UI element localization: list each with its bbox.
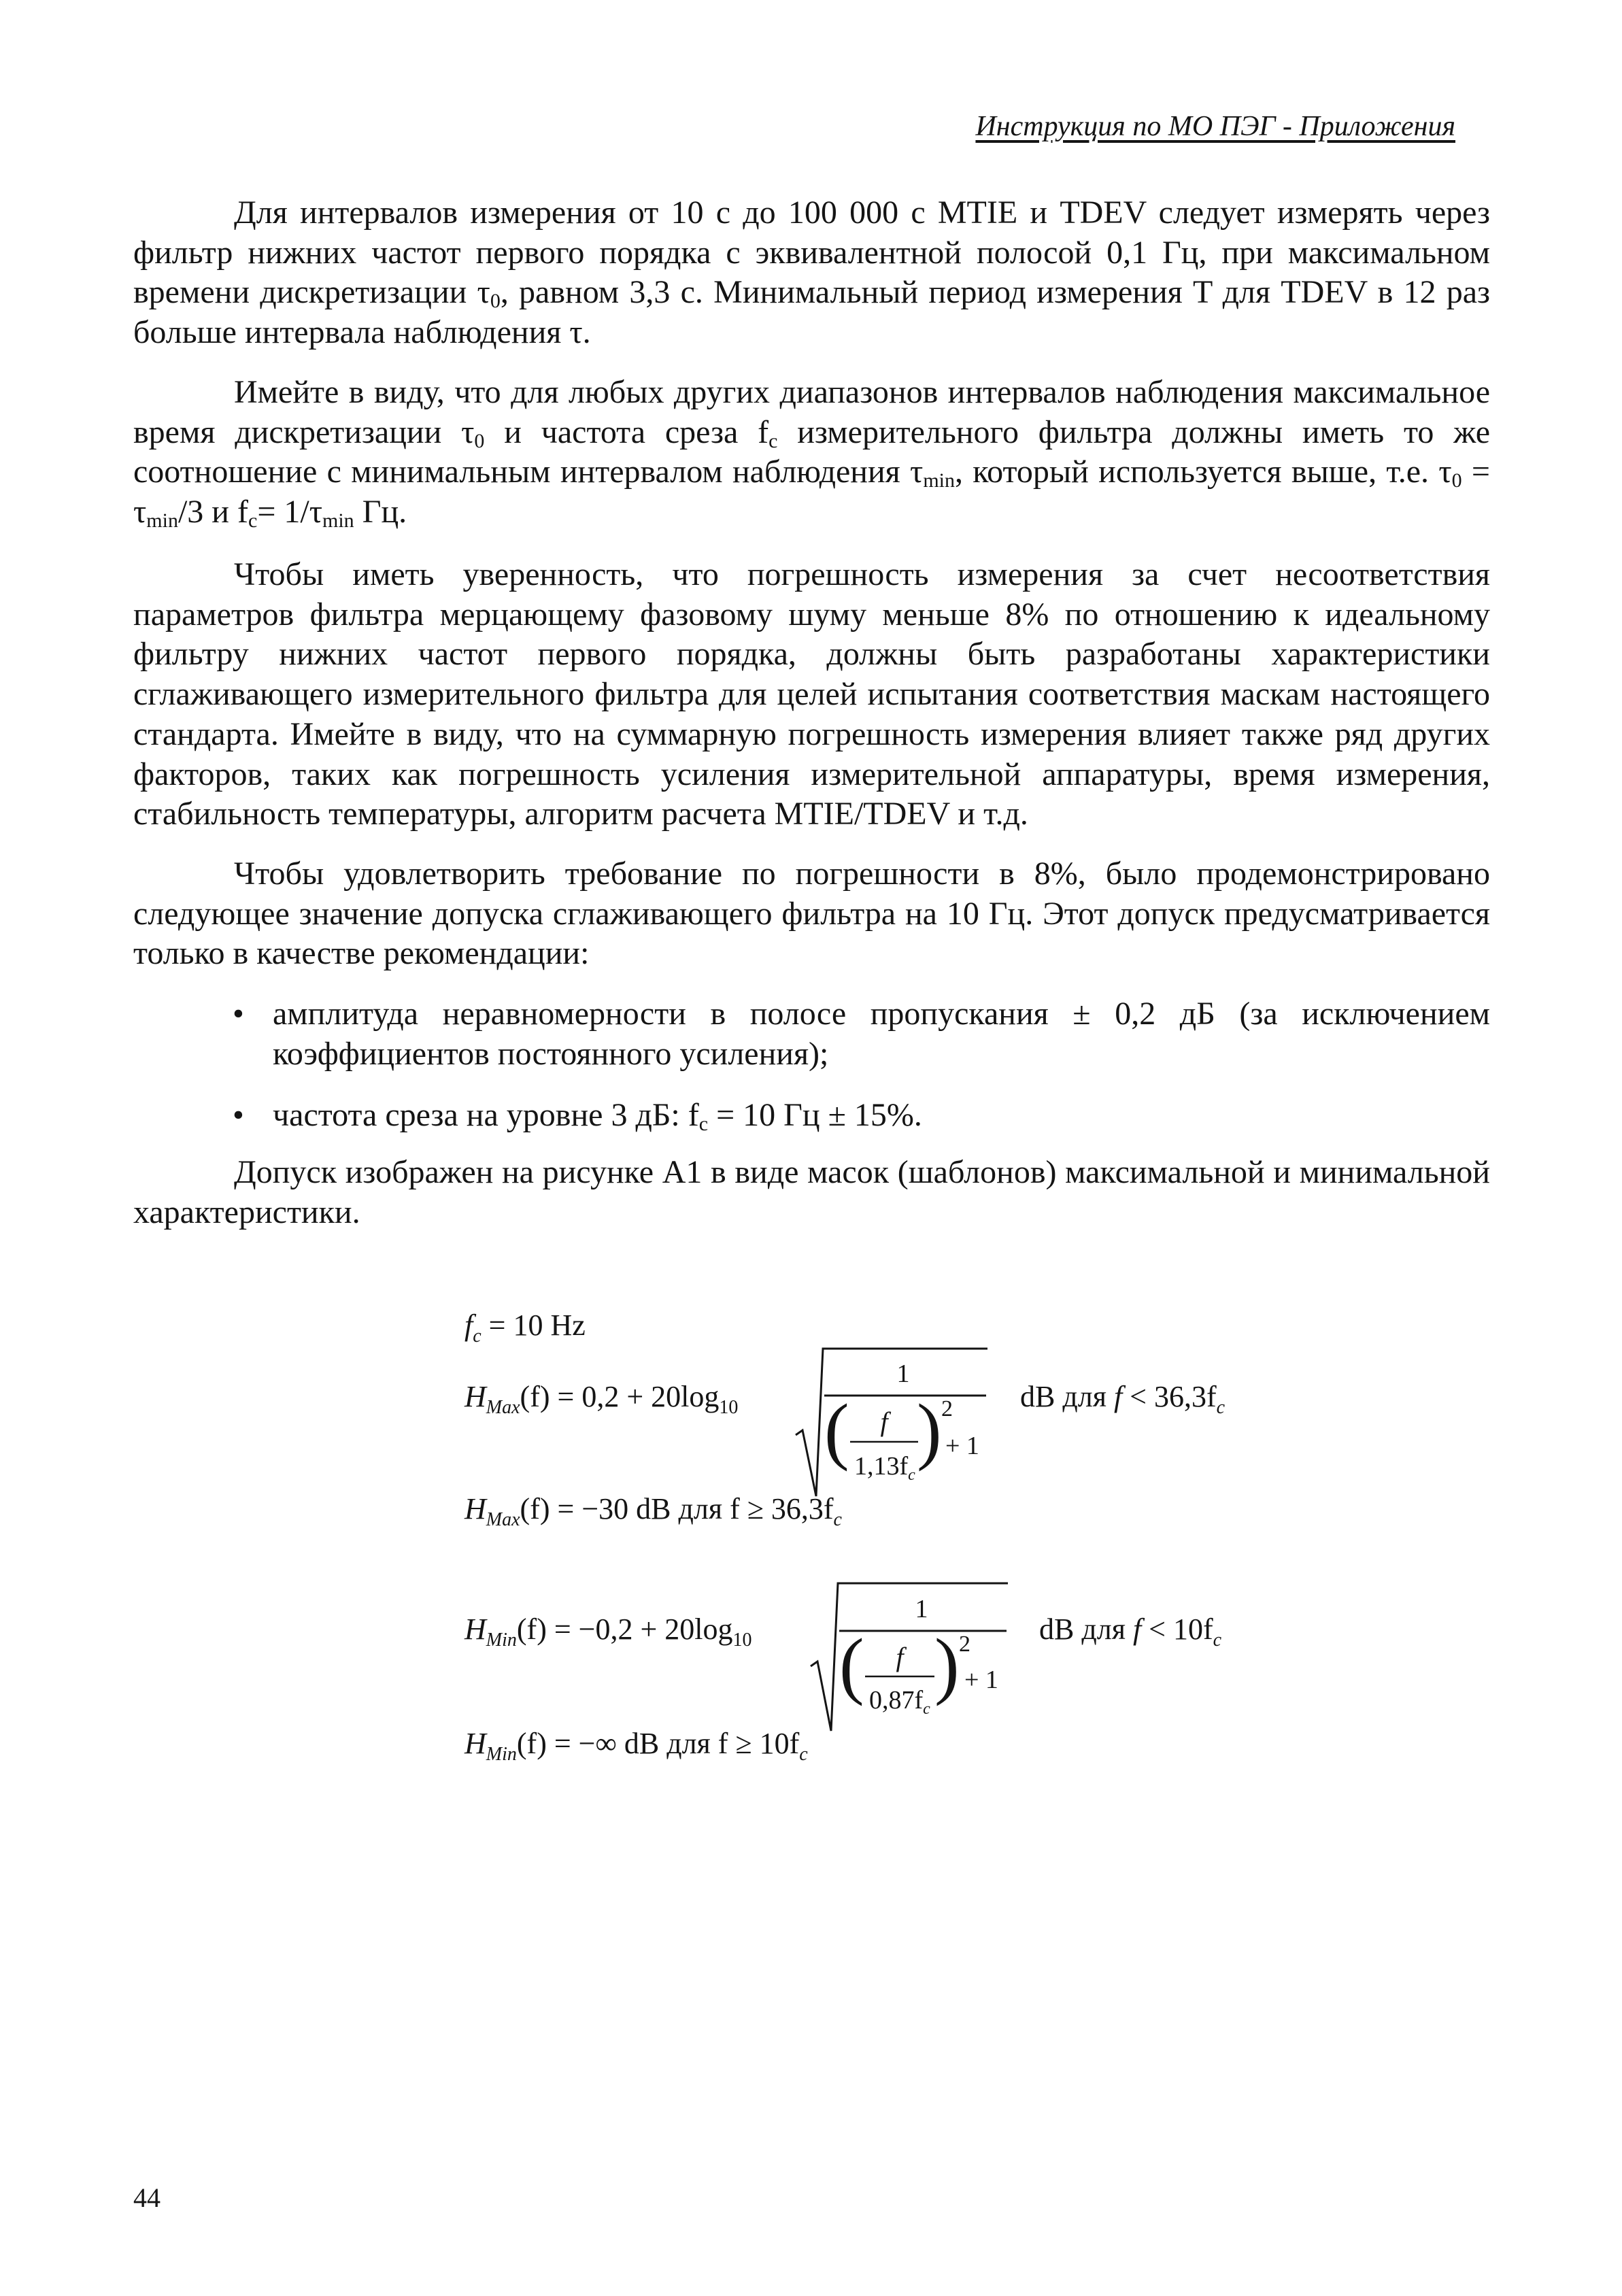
formula-fc: $f_c = 10$ Hz (464, 1309, 586, 1347)
svg-text:+ 1: + 1 (945, 1432, 979, 1460)
list-item-text: частота среза на уровне 3 дБ: f (273, 1097, 699, 1134)
subscript: 0 (474, 429, 485, 452)
subscript: c (768, 429, 778, 452)
svg-text:2: 2 (959, 1632, 970, 1657)
paragraph-text: = τ (133, 454, 1490, 530)
paragraph-text: Гц. (354, 494, 407, 530)
bullet-icon: • (233, 1097, 244, 1134)
formula-hmin-1 (464, 1583, 1222, 1731)
paragraph-text: и частота среза f (484, 413, 769, 450)
paragraph-text: , равном 3,3 с. Минимальный период измерения T для TDEV в 12 раз больше интервала наблюдения τ. (133, 274, 1491, 351)
svg-text:1: 1 (896, 1360, 910, 1388)
formula-hmax-1 (464, 1349, 1226, 1496)
paragraph-text: /3 и f (178, 494, 248, 530)
svg-text:HMax(f) = 0,2 + 20log10: $H_{Max}(f) = 0,2 + 20\log_{10}$ (464, 1380, 739, 1418)
paragraph-figure-ref: Допуск изображен на рисунке A1 в виде масок (шаблонов) максимальной и минимальной характеристики. (133, 1154, 1490, 1230)
svg-text:dB для f < 36,3fc: dB для $f < 36,3f_c$ (1020, 1380, 1226, 1418)
list-item-text: амплитуда неравномерности в полосе пропускания ± 0,2 дБ (за исключением коэффициентов постоянного усиления); (273, 996, 1490, 1072)
paragraph-text: измерительного фильтра должны иметь то же соотношение с минимальным интервалом наблюдения τ (133, 413, 1490, 490)
paren-icon: ( (824, 1389, 849, 1472)
subscript: c (698, 1113, 709, 1136)
list-item-text: = 10 Гц ± 15%. (708, 1097, 922, 1134)
running-header: Инструкция по МО ПЭГ - Приложения (975, 111, 1455, 142)
paragraph-tolerance-intro: Чтобы удовлетворить требование по погрешности в 8%, было продемонстрировано следующее значение допуска сглаживающего фильтра на 10 Гц. Этот допуск предусматривается только в качестве рекомендации: (133, 856, 1490, 972)
paren-icon: ( (839, 1623, 864, 1706)
paren-icon: ) (934, 1623, 960, 1706)
svg-text:1: 1 (915, 1595, 928, 1623)
svg-text:1,13fc: $1,13f_c$ (854, 1452, 915, 1484)
svg-text:f: f (896, 1642, 904, 1672)
bullet-icon: • (233, 996, 244, 1032)
paragraph-text: Имейте в виду, что для любых других диапазонов интервалов наблюдения максимальное время дискретизации τ (133, 374, 1490, 450)
subscript: min (322, 509, 354, 533)
paragraph-error-factors: Чтобы иметь уверенность, что погрешность измерения за счет несоответствия параметров фильтра мерцающему фазовому шуму меньше 8% по отношению к идеальному фильтру нижних частот первого порядка, должны быть разработаны характеристики сглаживающего измерительного фильтра для целей испытания соответствия маскам настоящего стандарта. Имейте в виду, что на суммарную погрешность измерения влияет также ряд других факторов, таких как погрешность усиления измерительной аппаратуры, время измерения, стабильность температуры, алгоритм расчета MTIE/TDEV и т.д. (133, 556, 1490, 832)
formula-hmax-2: $H_{Max}(f) = -30$ dB для $f \ge 36,3f_c$ (464, 1492, 842, 1530)
svg-text:0,87fc: $0,87f_c$ (869, 1686, 930, 1718)
paragraph-text: , который используется выше, т.е. τ (955, 454, 1452, 490)
subscript: min (146, 509, 178, 533)
svg-text:HMin(f) = −0,2 + 20log10: $H_{Min}(f) = -0,2 + 20\log_{10}$ (464, 1613, 752, 1651)
svg-text:2: 2 (941, 1396, 953, 1421)
svg-text:+ 1: + 1 (964, 1666, 998, 1694)
svg-text:f: f (880, 1406, 888, 1437)
subscript: 0 (1451, 469, 1462, 492)
subscript: min (923, 469, 955, 492)
paragraph-text: Для интервалов измерения от 10 с до 100 000 с MTIE и TDEV следует измерять через фильтр нижних частот первого порядка с эквивалентной полосой 0,1 Гц, при максимальном времени дискретизации τ (133, 195, 1490, 311)
svg-text:dB для f < 10fc: dB для $f < 10f_c$ (1039, 1613, 1222, 1651)
paren-icon: ) (917, 1389, 942, 1472)
formula-hmin-2: $H_{Min}(f)$ = −∞ dB для $f \ge 10f_c$ (464, 1727, 808, 1765)
subscript: 0 (490, 290, 501, 313)
page-number: 44 (133, 2182, 160, 2213)
subscript: c (248, 509, 258, 533)
paragraph-text: = 1/τ (257, 494, 323, 530)
